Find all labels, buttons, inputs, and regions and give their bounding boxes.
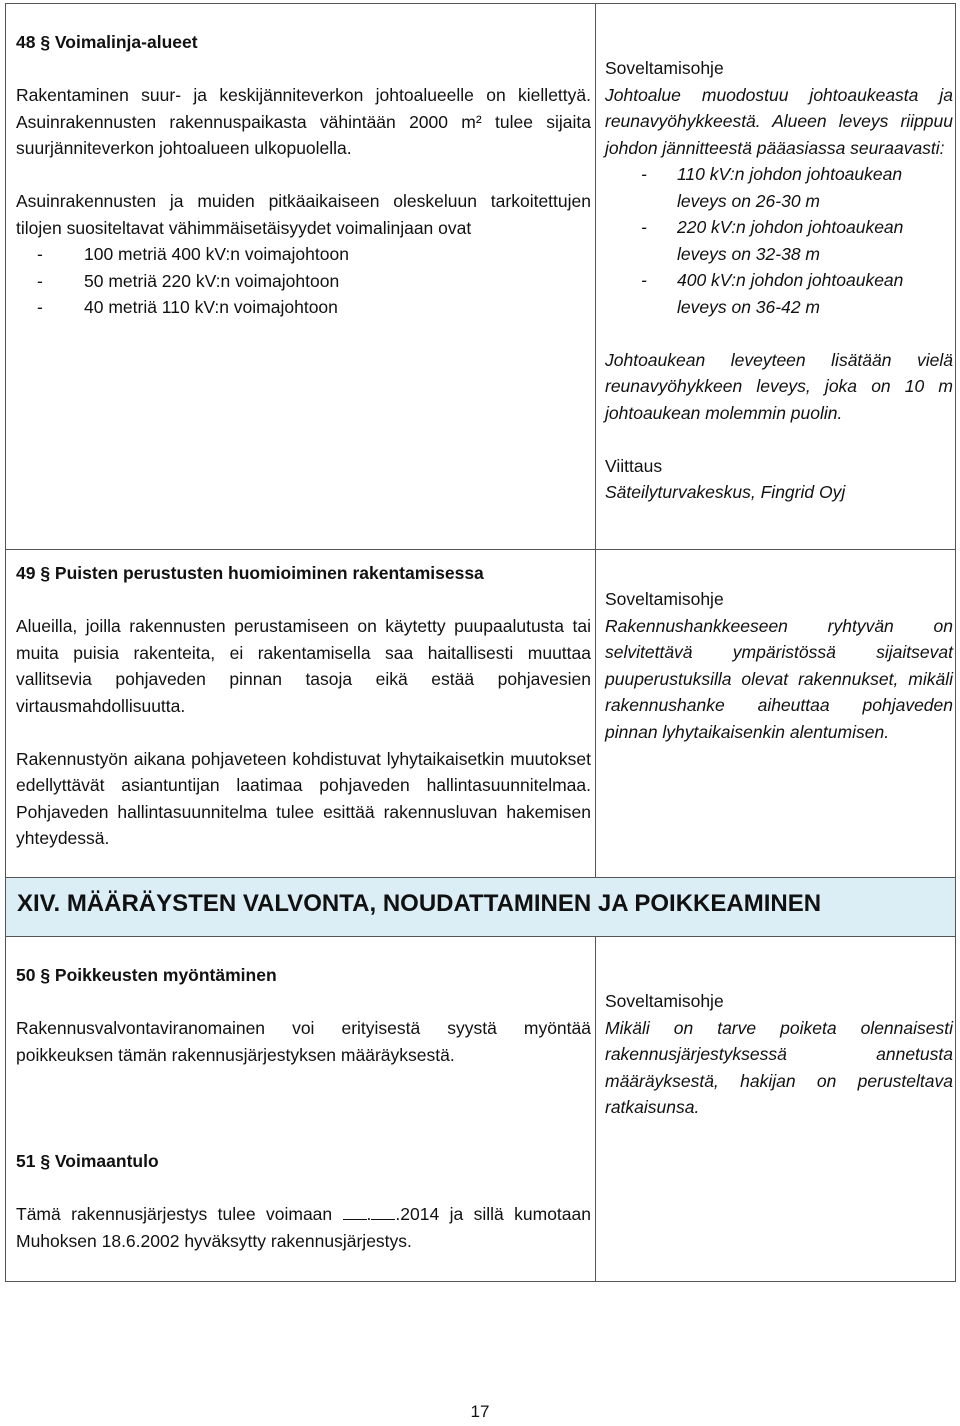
date-blank — [371, 1203, 395, 1220]
section-50-body — [16, 962, 591, 1068]
section-48-guide — [605, 55, 953, 506]
date-blank — [343, 1203, 367, 1220]
reference-text: Säteilyturvakeskus, Fingrid Oyj — [605, 482, 846, 502]
guide-text: Johtoalue muodostuu johtoaukeasta ja reunavyöhykkeestä. Alueen leveys riippuu johdon jännitteestä pääasiassa seuraavasti: — [605, 84, 953, 158]
guide-title: Soveltamisohje — [605, 58, 724, 78]
paragraph: Asuinrakennusten ja muiden pitkäaikaiseen oleskeluun tarkoitettujen tilojen suositeltavat vähimmäisetäisyydet voimalinjaan ovat — [16, 191, 591, 238]
section-heading: 50 § Poikkeusten myöntäminen — [16, 965, 277, 985]
reference-title: Viittaus — [605, 455, 663, 476]
section-heading: 49 § Puisten perustusten huomioiminen rakentamisessa — [16, 563, 484, 583]
paragraph: Alueilla, joilla rakennusten perustamiseen on käytetty puupaalutusta tai muita puisia rakenteita, ei rakentamisella saa haitallisesti muuttaa vallitsevia pohjaveden pinnan tasoja eikä estää pohjavesien virtausmahdollisuutta. — [16, 616, 591, 716]
paragraph: Rakentaminen suur- ja keskijänniteverkon johtoalueelle on kiellettyä. Asuinrakennusten rakennuspaikasta vähintään 2000 m² tulee sijaita suurjänniteverkon johtoalueen ulkopuolella. — [16, 85, 591, 158]
list-item: - 100 metriä 400 kV:n voimajohtoon — [37, 244, 349, 264]
list-item: - 400 kV:n johdon johtoaukean leveys on 36-42 m — [641, 270, 904, 317]
guide-text: Mikäli on tarve poiketa olennaisesti rakennusjärjestyksessä annetusta määräyksestä, hakijan on perusteltava ratkaisunsa. — [605, 1017, 953, 1117]
column-divider — [595, 936, 596, 1282]
list-item: - 110 kV:n johdon johtoaukean leveys on 26-30 m — [641, 164, 903, 211]
list-item: - 40 metriä 110 kV:n voimajohtoon — [37, 297, 338, 317]
list-item: - 50 metriä 220 kV:n voimajohtoon — [37, 270, 340, 291]
section-heading: 51 § Voimaantulo — [16, 1151, 159, 1171]
section-49-body — [16, 560, 591, 852]
section-49-guide — [605, 586, 953, 745]
chapter-title: XIV. MÄÄRÄYSTEN VALVONTA, NOUDATTAMINEN JA POIKKEAMINEN — [17, 890, 822, 917]
list-item: - 220 kV:n johdon johtoaukean leveys on 32-38 m — [641, 217, 904, 264]
guide-title: Soveltamisohje — [605, 991, 724, 1011]
paragraph: Tämä rakennusjärjestys tulee voimaan . .2014 ja sillä kumotaan Muhoksen 18.6.2002 hyväksytty rakennusjärjestys. — [16, 1204, 591, 1251]
guide-title: Soveltamisohje — [605, 589, 724, 609]
section-48-body — [16, 29, 591, 321]
guide-text: Rakennushankkeeseen ryhtyvän on selvitettävä ympäristössä sijaitsevat puuperustuksilla olevat rakennukset, mikäli rakennushanke aiheuttaa pohjaveden pinnan lyhytaikaisenkin alentumisen. — [605, 615, 953, 742]
section-heading: 48 § Voimalinja-alueet — [16, 32, 198, 52]
paragraph: Rakennusvalvontaviranomainen voi erityisestä syystä myöntää poikkeuksen tämän rakennusjärjestyksen määräyksestä. — [16, 1018, 591, 1065]
paragraph: Rakennustyön aikana pohjaveteen kohdistuvat lyhytaikaisetkin muutokset edellyttävät asiantuntijan laatimaa pohjaveden hallintasuunnitelmaa. Pohjaveden hallintasuunnitelma tulee esittää rakennusluvan hakemisen yhteydessä. — [16, 748, 591, 848]
section-50-guide — [605, 988, 953, 1121]
page-number: 17 — [470, 1402, 490, 1421]
section-51-body — [16, 1148, 591, 1254]
guide-text: Johtoaukean leveyteen lisätään vielä reunavyöhykkeen leveys, joka on 10 m johtoaukean molemmin puolin. — [605, 349, 953, 423]
column-divider — [595, 3, 596, 878]
